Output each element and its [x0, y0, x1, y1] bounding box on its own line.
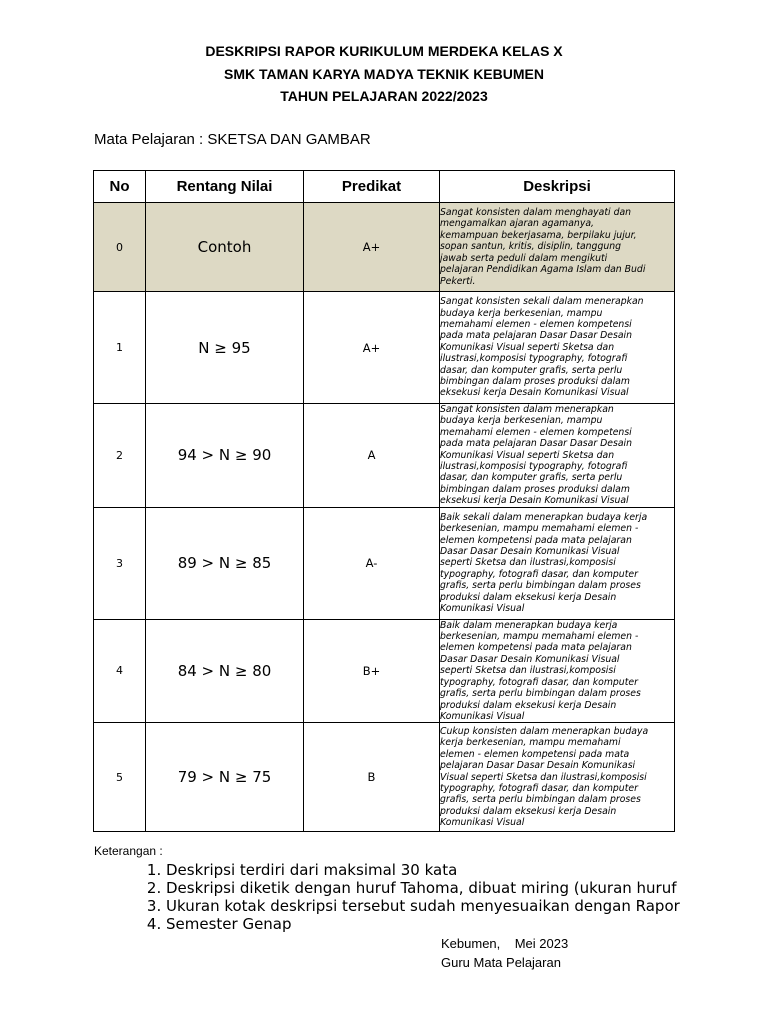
row-description-cell: [440, 292, 675, 404]
table-row: [94, 203, 675, 292]
header-no: No: [94, 171, 146, 203]
row-no: 1: [94, 292, 146, 404]
row-range: 84 > N ≥ 80: [146, 619, 304, 723]
document-title-line-3: TAHUN PELAJARAN 2022/2023: [280, 88, 488, 104]
row-description-cell: [440, 619, 675, 723]
note-item: 2. Deskripsi diketik dengan huruf Tahoma, dibuat miring (ukuran huruf: [166, 879, 695, 897]
row-predicate: A+: [304, 203, 440, 292]
row-predicate: B: [304, 723, 440, 832]
row-description: Sangat konsisten dalam menghayati dan mengamalkan ajaran agamanya, kemampuan bekerjasama, berpilaku jujur, sopan santun, kritis, disiplin, tanggung jawab serta peduli dalam mengikuti pelajaran Pendidikan Agama Islam dan Budi Pekerti.: [440, 207, 646, 287]
signature-role: Guru Mata Pelajaran: [441, 955, 561, 970]
subject-line: Mata Pelajaran : SKETSA DAN GAMBAR: [94, 131, 371, 148]
row-predicate: B+: [304, 619, 440, 723]
header-description: Deskripsi: [440, 171, 675, 203]
row-range: N ≥ 95: [146, 292, 304, 404]
row-description: Baik dalam menerapkan budaya kerja berkesenian, mampu memahami elemen - elemen kompetensi pada mata pelajaran Dasar Dasar Desain Komunikasi Visual seperti Sketsa dan ilustrasi,komposisi typography, fotografi dasar, dan komputer grafis, serta perlu bimbingan dalam proses produksi dalam eksekusi kerja Desain Komunikasi Visual: [440, 619, 641, 722]
row-no: 2: [94, 404, 146, 508]
row-range: 89 > N ≥ 85: [146, 507, 304, 619]
row-predicate: A-: [304, 507, 440, 619]
table-row: [94, 619, 675, 723]
table-row: [94, 723, 675, 832]
row-description: Sangat konsisten dalam menerapkan budaya kerja berkesenian, mampu memahami elemen - elemen kompetensi pada mata pelajaran Dasar Dasar Desain Komunikasi Visual seperti Sketsa dan ilustrasi,komposisi typography, fotografi dasar, dan komputer grafis, serta perlu bimbingan dalam proses produksi dalam eksekusi kerja Desain Komunikasi Visual: [440, 404, 632, 507]
header-range: Rentang Nilai: [146, 171, 304, 203]
row-description-cell: [440, 404, 675, 508]
row-description: Baik sekali dalam menerapkan budaya kerja berkesenian, mampu memahami elemen - elemen kompetensi pada mata pelajaran Dasar Dasar Desain Komunikasi Visual seperti Sketsa dan ilustrasi,komposisi typography, fotografi dasar, dan komputer grafis, serta perlu bimbingan dalam proses produksi dalam eksekusi kerja Desain Komunikasi Visual: [440, 511, 648, 615]
table-row: [94, 404, 675, 508]
table-header-row: [94, 171, 675, 203]
row-predicate: A+: [304, 292, 440, 404]
row-range: 79 > N ≥ 75: [146, 723, 304, 832]
row-no: 0: [94, 203, 146, 292]
note-item: 3. Ukuran kotak deskripsi tersebut sudah menyesuaikan dengan Rapor: [166, 897, 695, 915]
signature-place-date: Kebumen, Mei 2023: [441, 936, 569, 951]
notes-label: Keterangan :: [94, 844, 163, 858]
row-predicate: A: [304, 404, 440, 508]
row-description-cell: [440, 203, 675, 292]
row-range: Contoh: [146, 203, 304, 292]
document-title-line-2: SMK TAMAN KARYA MADYA TEKNIK KEBUMEN: [224, 66, 544, 82]
row-range: 94 > N ≥ 90: [146, 404, 304, 508]
row-no: 5: [94, 723, 146, 832]
row-no: 3: [94, 507, 146, 619]
document-title-line-1: DESKRIPSI RAPOR KURIKULUM MERDEKA KELAS X: [205, 43, 563, 59]
description-table: [93, 170, 675, 832]
table-row: [94, 507, 675, 619]
row-no: 4: [94, 619, 146, 723]
row-description-cell: [440, 723, 675, 832]
table-row: [94, 292, 675, 404]
notes-list: [145, 861, 695, 933]
header-predicate: Predikat: [304, 171, 440, 203]
note-item: 4. Semester Genap: [166, 915, 695, 933]
row-description-cell: [440, 507, 675, 619]
note-item: 1. Deskripsi terdiri dari maksimal 30 kata: [166, 861, 695, 879]
row-description: Sangat konsisten sekali dalam menerapkan budaya kerja berkesenian, mampu memahami elemen - elemen kompetensi pada mata pelajaran Dasar Dasar Desain Komunikasi Visual seperti Sketsa dan ilustrasi,komposisi typography, fotografi dasar, dan komputer grafis, serta perlu bimbingan dalam proses produksi dalam eksekusi kerja Desain Komunikasi Visual: [440, 296, 644, 399]
row-description: Cukup konsisten dalam menerapkan budaya kerja berkesenian, mampu memahami elemen - elemen kompetensi pada mata pelajaran Dasar Dasar Desain Komunikasi Visual seperti Sketsa dan ilustrasi,komposisi typography, fotografi dasar, dan komputer grafis, serta perlu bimbingan dalam proses produksi dalam eksekusi kerja Desain Komunikasi Visual: [440, 725, 649, 829]
